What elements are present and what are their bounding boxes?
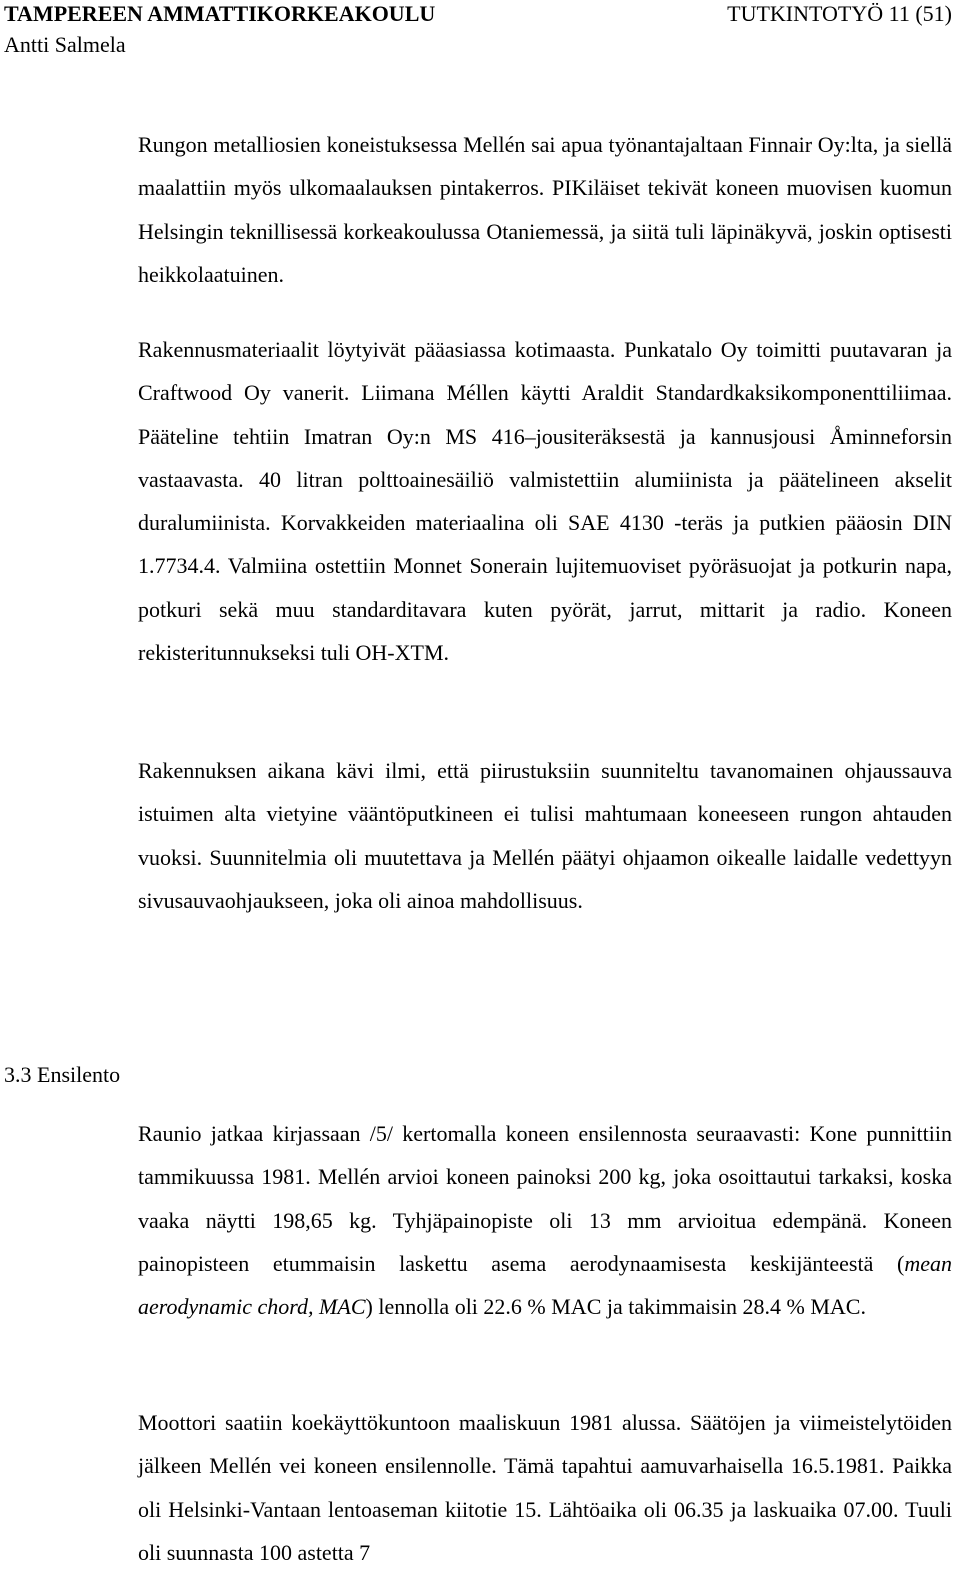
section-paragraph-2: Moottori saatiin koekäyttökuntoon maaliskuun 1981 alussa. Säätöjen ja viimeistelytöiden jälkeen Mellén vei koneen ensilennolle. Tämä tapahtui aamuvarhaisella 16.5.1981. Paikka oli Helsinki-Vantaan lentoaseman kiitotie 15. Lähtöaika oli 06.35 ja laskuaika 07.00. Tuuli oli suunnasta 100 astetta 7	[138, 1410, 952, 1565]
section-paragraph-1-italic-term: mean aerodynamic chord, MAC	[138, 1250, 952, 1320]
header-document-type: TUTKINTOTYÖ	[727, 1, 884, 26]
header-page-number: 11 (51)	[888, 1, 952, 26]
section-heading: 3.3 Ensilento	[4, 1062, 121, 1087]
header-institution: TAMPEREEN AMMATTIKORKEAKOULU	[4, 1, 436, 26]
body-paragraph-3: Rakennuksen aikana kävi ilmi, että piirustuksiin suunniteltu tavanomainen ohjaussauva istuimen alta vietyine vääntöputkineen ei tulisi mahtumaan koneeseen rungon ahtauden vuoksi. Suunnitelmia oli muutettava ja Mellén päätyi ohjaamon oikealle laidalle vedettyyn sivusauvaohjaukseen, joka oli ainoa mahdollisuus.	[138, 758, 952, 913]
body-paragraph-2: Rakennusmateriaalit löytyivät pääasiassa kotimaasta. Punkatalo Oy toimitti puutavaran ja Craftwood Oy vanerit. Liimana Méllen käytti Araldit Standardkaksikomponenttiliimaa. Pääteline tehtiin Imatran Oy:n MS 416–jousiteräksestä ja kannusjousi Åminneforsin vastaavasta. 40 litran polttoainesäiliö valmistettiin alumiinista ja päätelineen akselit duralumiinista. Korvakkeiden materiaalina oli SAE 4130 -teräs ja putkien pääosin DIN 1.7734.4. Valmiina ostettiin Monnet Sonerain lujitemuoviset pyöräsuojat ja potkurin napa, potkuri sekä muu standarditavara kuten pyörät, jarrut, mittarit ja radio. Koneen rekisteritunnukseksi tuli OH-XTM.	[138, 337, 952, 666]
header-author: Antti Salmela	[4, 32, 126, 57]
section-paragraph-1-text-b: ) lennolla oli 22.6 % MAC ja takimmaisin 28.4 % MAC.	[365, 1294, 866, 1320]
header-doc-info	[727, 0, 952, 28]
section-paragraph-1	[138, 1112, 952, 1328]
body-paragraph-1: Rungon metalliosien koneistuksessa Mellén sai apua työnantajaltaan Finnair Oy:lta, ja siellä maalattiin myös ulkomaalauksen pintakerros. PIKiläiset tekivät koneen muovisen kuomun Helsingin teknillisessä korkeakoulussa Otaniemessä, ja siitä tuli läpinäkyvä, joskin optisesti heikkolaatuinen.	[138, 132, 952, 287]
section-paragraph-1-text-a: Raunio jatkaa kirjassaan /5/ kertomalla koneen ensilennosta seuraavasti: Kone punnittiin tammikuussa 1981. Mellén arvioi koneen painoksi 200 kg, joka osoittautui tarkaksi, koska vaaka näytti 198,65 kg. Tyhjäpainopiste oli 13 mm arvioitua edempänä. Koneen painopisteen etummaisin laskettu asema aerodynaamisesta keskijänteestä (	[138, 1121, 952, 1276]
